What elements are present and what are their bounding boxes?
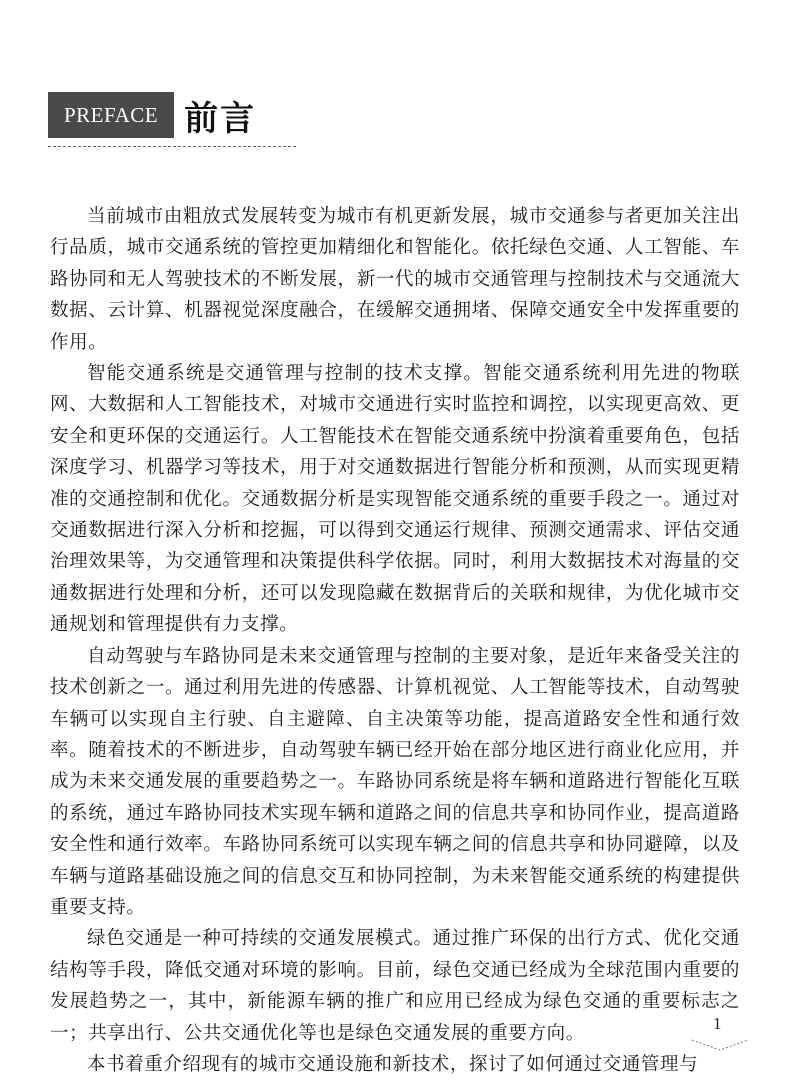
header-dashed-divider <box>48 146 296 147</box>
page-number-ornament-icon <box>690 1038 750 1052</box>
paragraph-2: 智能交通系统是交通管理与控制的技术支撑。智能交通系统利用先进的物联网、大数据和人工智能技术，对城市交通进行实时监控和调控，以实现更高效、更安全和更环保的交通运行。人工智能技术在智能交通系统中扮演着重要角色，包括深度学习、机器学习等技术，用于对交通数据进行智能分析和预测，从而实现更精准的交通控制和优化。交通数据分析是实现智能交通系统的重要手段之一。通过对交通数据进行深入分析和挖掘，可以得到交通运行规律、预测交通需求、评估交通治理效果等，为交通管理和决策提供科学依据。同时，利用大数据技术对海量的交通数据进行处理和分析，还可以发现隐藏在数据背后的关联和规律，为优化城市交通规划和管理提供有力支撑。 <box>50 363 740 636</box>
page-number: 1 <box>713 1014 722 1033</box>
paragraph-5: 本书着重介绍现有的城市交通设施和新技术，探讨了如何通过交通管理与 <box>87 1053 699 1075</box>
preface-badge: PREFACE <box>48 92 174 138</box>
preface-body <box>50 201 740 1080</box>
page-title: 前言 <box>184 98 257 139</box>
paragraph-4: 绿色交通是一种可持续的交通发展模式。通过推广环保的出行方式、优化交通结构等手段，降低交通对环境的影响。目前，绿色交通已经成为全球范围内重要的发展趋势之一，其中，新能源车辆的推广和应用已经成为绿色交通的重要标志之一；共享出行、公共交通优化等也是绿色交通发展的重要方向。 <box>50 928 740 1044</box>
paragraph-3: 自动驾驶与车路协同是未来交通管理与控制的主要对象，是近年来备受关注的技术创新之一。通过利用先进的传感器、计算机视觉、人工智能等技术，自动驾驶车辆可以实现自主行驶、自主避障、自主决策等功能，提高道路安全性和通行效率。随着技术的不断进步，自动驾驶车辆已经开始在部分地区进行商业化应用，并成为未来交通发展的重要趋势之一。车路协同系统是将车辆和道路进行智能化互联的系统，通过车路协同技术实现车辆和道路之间的信息共享和协同作业，提高道路安全性和通行效率。车路协同系统可以实现车辆之间的信息共享和协同避障，以及车辆与道路基础设施之间的信息交互和协同控制，为未来智能交通系统的构建提供重要支持。 <box>50 645 740 918</box>
paragraph-1: 当前城市由粗放式发展转变为城市有机更新发展，城市交通参与者更加关注出行品质，城市交通系统的管控更加精细化和智能化。依托绿色交通、人工智能、车路协同和无人驾驶技术的不断发展，新一代的城市交通管理与控制技术与交通流大数据、云计算、机器视觉深度融合，在缓解交通拥堵、保障交通安全中发挥重要的作用。 <box>50 206 740 353</box>
preface-header <box>48 92 256 138</box>
